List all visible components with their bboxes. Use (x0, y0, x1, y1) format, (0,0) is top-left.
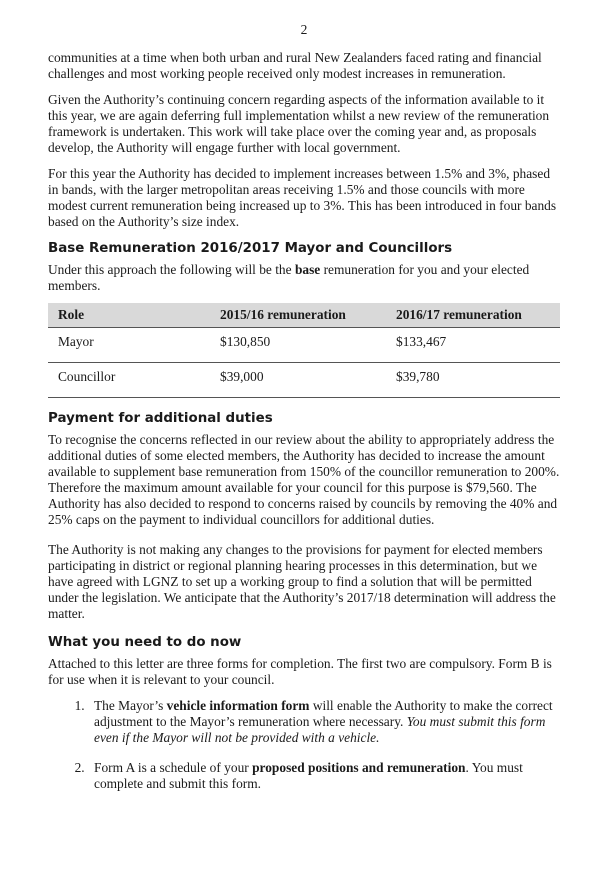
list-item (88, 698, 560, 746)
list-item (88, 760, 560, 792)
base-intro-bold: base (294, 262, 321, 277)
table-header-row (48, 303, 560, 328)
item-text-before: The Mayor’s (94, 698, 167, 713)
header-2015-16: 2015/16 remuneration (212, 303, 388, 328)
item-text-before: Form A is a schedule of your (94, 760, 253, 775)
heading-base-remuneration: Base Remuneration 2016/2017 Mayor and Councillors (48, 241, 453, 256)
base-intro-text-2: remuneration for you and your elected members. (48, 262, 530, 293)
cell-2016-17: $133,467 (388, 328, 560, 363)
forms-list (48, 698, 560, 792)
letter-page (48, 22, 560, 806)
paragraph-deferral: Given the Authority’s continuing concern regarding aspects of the information available to it this year, we are again deferring full implementation whilst a new review of the remuneration framework is undertaken. This work will take place over the coming year and, as proposals develop, the Authority will engage further with local government. (48, 92, 550, 155)
base-intro-text-1: Under this approach the following will be the (48, 262, 295, 277)
item-bold: proposed positions and remuneration (252, 760, 466, 775)
page-number: 2 (300, 22, 308, 37)
item-text-after: will enable the Authority to make the correct adjustment to the Mayor’s remuneration where necessary. (94, 698, 553, 729)
header-2016-17: 2016/17 remuneration (388, 303, 560, 328)
paragraph-increase-bands: For this year the Authority has decided to implement increases between 1.5% and 3%, phased in bands, with the larger metropolitan areas receiving 1.5% and those councils with more modest current remuneration being increased up to 3%. This has been introduced in four bands based on the Authority’s size index. (48, 166, 557, 229)
item-text-after: . You must complete and submit this form. (94, 760, 523, 791)
cell-2016-17: $39,780 (388, 363, 560, 398)
heading-what-to-do: What you need to do now (48, 635, 242, 650)
cell-2015-16: $39,000 (212, 363, 388, 398)
table-row (48, 328, 560, 363)
cell-role: Mayor (48, 328, 212, 363)
paragraph-forms-intro: Attached to this letter are three forms for completion. The first two are compulsory. Form B is for use when it is relevant to your council. (48, 656, 552, 687)
item-italic-note: You must submit this form even if the Mayor will not be provided with a vehicle. (94, 714, 546, 745)
remuneration-table (48, 303, 560, 398)
paragraph-duties-increase: To recognise the concerns reflected in our review about the ability to appropriately address the additional duties of some elected members, the Authority has decided to increase the amount available to supplement base remuneration from 150% of the councillor remuneration to 200%. Therefore the maximum amount available for your council for this purpose is $79,560. The Authority has also decided to respond to concerns raised by councils by removing the 40% and 25% caps on the payment to individual councillors for additional duties. (48, 432, 560, 527)
cell-role: Councillor (48, 363, 212, 398)
paragraph-context: communities at a time when both urban and rural New Zealanders faced rating and financial challenges and most working people received only modest increases in remuneration. (48, 50, 542, 81)
table-row (48, 363, 560, 398)
paragraph-hearing-payments: The Authority is not making any changes to the provisions for payment for elected members participating in district or regional planning hearing processes in this determination, but we have agreed with LGNZ to set up a working group to find a solution that will be permitted under the legislation. We anticipate that the Authority’s 2017/18 determination will address the matter. (48, 542, 556, 621)
heading-additional-duties: Payment for additional duties (48, 411, 273, 426)
header-role: Role (48, 303, 212, 328)
cell-2015-16: $130,850 (212, 328, 388, 363)
paragraph-base-intro (48, 262, 560, 294)
item-bold: vehicle information form (166, 698, 310, 713)
